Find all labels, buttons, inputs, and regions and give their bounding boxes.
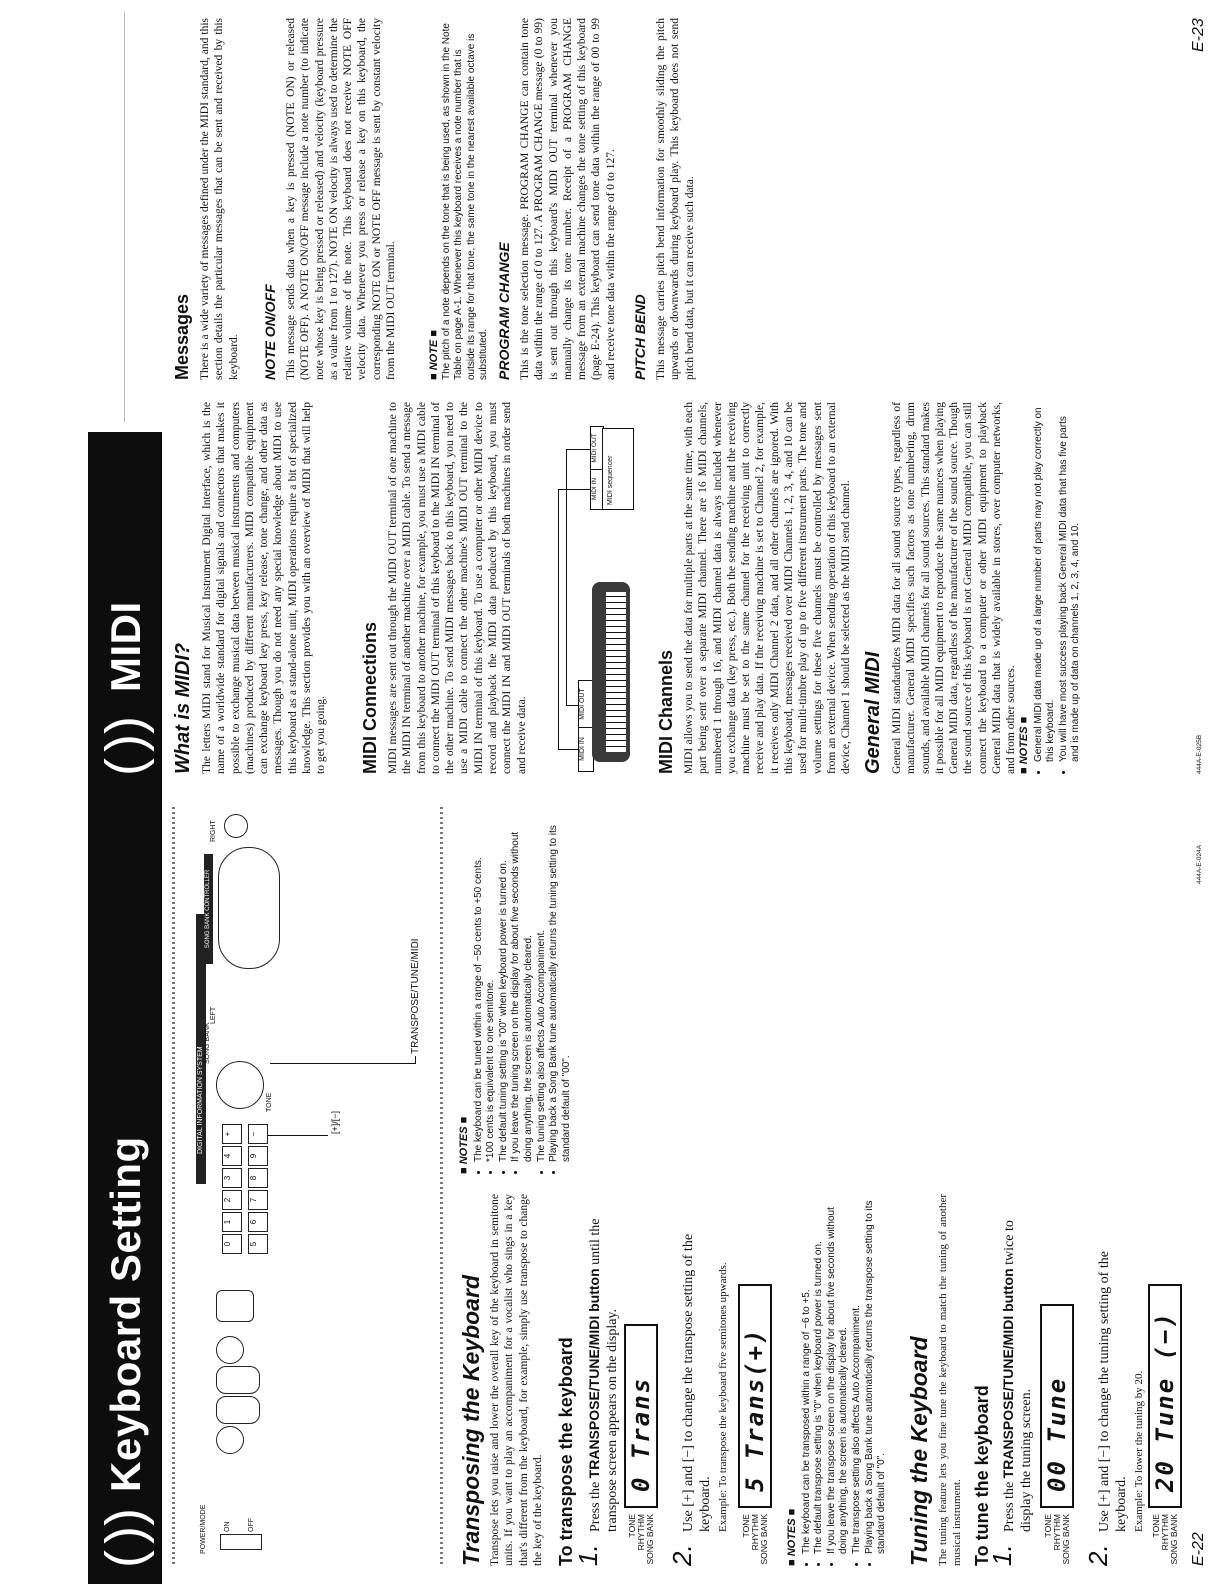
transpose-notes [786,1194,889,1566]
messages-text: There is a wide variety of messages defined under the MIDI standard, and this section details the particular messages that can be sent and received by this keyboard. [199,18,240,380]
dial-icon [224,814,248,838]
callout-plus-minus: [+]/[−] [330,1110,340,1134]
power-off-label: OFF [248,1518,255,1532]
pitch-bend-title: PITCH BEND [632,294,648,380]
lcd-transpose-5: 5 Trans(+) [738,1284,772,1508]
lcd-tune-00: 00 Tune [1040,1304,1074,1508]
midi-sequencer-box: MIDI sequencer [602,428,634,510]
cursor-pad-icon [216,1061,264,1109]
general-midi-text: General MIDI standardizes MIDI data for all sound source types, regardless of manufacturer. General MIDI specifies such factors as tone numbering, drum sounds, and available MIDI channels for all sound sources. This standard makes it possible for all MIDI equipment to reproduce the same nuances when playing General MIDI data, regardless of the manufacturer of the sound source. Though the sound source of this keyboard is not General MIDI compatible, you can still connect the keyboard to a computer or other MIDI equipment to playback General MIDI data that is widely available in stores, over computer networks, and from other sources. [891,402,1018,774]
number-button-2: 2 [222,1190,242,1210]
number-button-6: 6 [248,1212,268,1232]
doc-code-left: 444A-E-024A [1196,844,1203,884]
midi-channels-text: MIDI allows you to send the data for multiple parts at the same time, with each part being sent over a separate MIDI channel. There are 16 MIDI channels, numbered 1 through 16, and MIDI channel data is always included whenever you exchange data (key press, etc.). Both the sending machine and the receiving machine must be set to the same channel for the receiving unit to correctly receive and play data. If the receiving machine is set to Channel 2, for example, it receives only MIDI Channel 2 data, and all other channels are ignored. With this keyboard, messages received over MIDI Channels 1, 2, 3, 4, and 10 can be used for multi-timbre play of up to five different instrument parts. The tone and volume settings for these five channels must be controlled by messages sent from an external device. When sending operation of this keyboard to an external device, Channel 1 should be selected as the MIDI send channel. [683,402,853,774]
notes-heading: ■ NOTES ■ [786,1508,798,1566]
tune-button-ref: TRANSPOSE/TUNE/MIDI button [1000,1268,1016,1479]
midi-header-title: MIDI [102,601,149,692]
what-is-midi-title: What is MIDI? [172,642,194,774]
midi-out-label: MIDI OUT [578,680,594,728]
transposing-intro: Transpose lets you raise and lower the overall key of the keyboard in semitone units. If you want to play an accompaniment for a vocalist who sings in a key that's different from the keyboard, for example, simply use transpose to change the key of the keyboard. [489,1194,544,1566]
tuning-intro: The tuning feature lets you fine tune the keyboard to match the tuning of another musical instrument. [937,1194,964,1566]
transport-controls [218,847,280,969]
lcd-tune-20: 20 Tune (−) [1148,1284,1182,1508]
note-on-off-text: This message sends data when a key is pressed (NOTE ON) or released (NOTE OFF). A NOTE ON/OFF message include a note number (to indicate note whose key is being pressed or released) and velocity (keyboard pressure as a value from 1 to 127). NOTE ON velocity is always used to determine the relative volume of the note. This keyboard does not receive NOTE OFF velocity data. Whenever you press or release a key on this keyboard, the corresponding NOTE ON or NOTE OFF message is sent by constant velocity from the MIDI OUT terminal. [285,18,398,380]
number-button-9: 9 [248,1146,268,1166]
notes-heading: ■ NOTES ■ [1018,716,1030,774]
callout-transpose-tune-midi: TRANSPOSE/TUNE/MIDI [410,938,421,1054]
midi-channels-title: MIDI Channels [656,649,676,774]
doc-code-right: 444A-E-025B [1196,734,1203,774]
notes-heading: ■ NOTES ■ [458,1116,470,1174]
dial-icon [216,1336,244,1364]
note-item: • Playing back a Song Bank tune automatically returns the transpose setting to its standard default of "0". [864,1194,889,1554]
header-band-keyboard-setting: ( )) Keyboard Setting [88,792,162,1584]
note-heading: ■ NOTE ■ [428,330,440,380]
dial-icon [216,1426,244,1454]
midi-connections-text: MIDI messages are sent out through the MIDI OUT terminal of one machine to the MIDI IN terminal of another machine over a MIDI cable. To send a message from this keyboard to another machine, for example, you must use a MIDI cable to connect the MIDI OUT terminal of this keyboard to the MIDI IN terminal of the other machine. To send MIDI messages back to this keyboard, you need to use a MIDI cable to connect the other machine's MIDI OUT terminal to the MIDI IN terminal of this keyboard. To use a computer or other MIDI device to record and playback the MIDI data produced by this keyboard, you must connect the MIDI IN and MIDI OUT terminals of both machines in order send and receive data. [387,402,528,774]
page-title: Keyboard Setting [102,1136,149,1492]
power-on-label: ON [224,1521,231,1532]
button-pill-icon [216,1366,260,1394]
tone-label: TONE [266,1092,273,1112]
button-pill-icon [216,1396,260,1424]
general-midi-notes [1018,402,1083,774]
lcd-transpose-0: 0 Trans [624,1324,658,1508]
midi-connection-figure [548,402,638,772]
note-item: • If you leave the transpose screen on the display for about five seconds without doing anything, the screen is automatically cleared. [826,1194,851,1554]
transposing-title: Transposing the Keyboard [458,1275,484,1566]
left-page [0,792,1224,1584]
lcd-mode-label: TONE RHYTHM SONG BANK [627,1514,655,1565]
midi-in-label: MIDI IN [578,726,594,772]
header-band-midi: ( )) MIDI [88,432,162,792]
note-item: • Playing back a Song Bank tune automatically returns the tuning setting to its standard default of "00". [548,814,573,1162]
note-item: • General MIDI data made up of a large number of parts may not play correctly on this keyboard. [1033,402,1058,762]
note-item: • The transpose setting also affects Auto Accompaniment. [851,1194,864,1554]
lcd-mode-label: TONE RHYTHM SONG BANK [1043,1514,1071,1565]
power-switch [220,1534,262,1550]
number-button-8: 8 [248,1168,268,1188]
note-item: • The keyboard can be transposed within a range of −6 to +5. [801,1194,814,1554]
song-bank-controller-bar: SONG BANK CONTROLLER [204,854,213,964]
note-on-off-title: NOTE ON/OFF [262,284,278,380]
midi-connections-title: MIDI Connections [360,622,380,774]
number-button-5: 5 [248,1234,268,1254]
general-midi-title: General MIDI [862,651,884,774]
minus-button: − [248,1124,268,1144]
program-change-text: This is the tone selection message. PROGRAM CHANGE can contain tone data within the range of 0 to 127. A PROGRAM CHANGE message (0 to 99) is sent out through this keyboard's MIDI OUT terminal whenever you manually change its tone number. Receipt of a PROGRAM CHANGE message from an external machine changes the tone setting of this keyboard (page E-24). This keyboard can send tone data within the range of 00 to 99 and receive tone data within the range of 0 to 127. [519,18,617,380]
transpose-step-2: 2. Use [+] and [−] to change the transpose setting of the keyboard. Example: To transpose the keyboard five semitones upwards. [667,1233,729,1566]
note-item: • *100 cents is equivalent to one semitone. [485,814,498,1162]
lcd-mode-label: TONE RHYTHM SONG BANK [1151,1514,1179,1565]
note-on-off-note: ■ NOTE ■ The pitch of a note depends on the tone that is being used, as shown in the Note Table on page A-1. Whenever this keyboard receives a note number that is outside its range for that tone, the same tone in the nearest available octave is substituted. [428,18,491,380]
number-button-1: 1 [222,1212,242,1232]
note-item: • If you leave the tuning screen on the display for about five seconds without doing anything, the screen is automatically cleared. [510,814,535,1162]
sequencer-midi-out-label: MIDI OUT [590,426,604,470]
sequencer-midi-in-label: MIDI IN [590,468,604,510]
number-button-0: 0 [222,1234,242,1254]
left-label: LEFT [210,1006,217,1024]
tuning-title: Tuning the Keyboard [906,1336,932,1566]
tune-step-2: 2. Use [+] and [−] to change the tuning setting of the keyboard. Example: To lower the tuning by 20. [1083,1251,1145,1566]
song-bank-label: SONG BANK [204,1022,211,1064]
tune-step-1: 1. Press the TRANSPOSE/TUNE/MIDI button twice to display the tuning screen. [987,1220,1034,1566]
lcd-mode-label: TONE RHYTHM SONG BANK [741,1514,769,1565]
note-item: • The default tuning setting is "00" when keyboard power is turned on. [498,814,511,1162]
page-number-right: E-23 [1190,18,1207,52]
pitch-bend-text: This message carries pitch bend information for smoothly sliding the pitch upwards or downwards during keyboard play. This keyboard does not send pitch bend data, but it can receive such data. [655,18,696,380]
power-mode-label: POWER/MODE [200,1504,207,1554]
plus-button: + [222,1124,242,1144]
control-panel-diagram [170,804,450,1564]
keyboard-icon [592,582,630,762]
note-item: • The default transpose setting is "0" when keyboard power is turned on. [813,1194,826,1554]
messages-title: Messages [172,293,192,380]
button-pill-icon [216,1290,254,1322]
transpose-subtitle: To transpose the keyboard [556,1337,576,1566]
tune-subtitle: To tune the keyboard [972,1385,992,1566]
number-button-4: 4 [222,1146,242,1166]
program-change-title: PROGRAM CHANGE [496,242,512,380]
note-item: • The tuning setting also affects Auto Accompaniment. [536,814,549,1162]
transpose-step-1: 1. Press the TRANSPOSE/TUNE/MIDI button until the transpose screen appears on the display. [573,1218,620,1566]
transpose-button-ref: TRANSPOSE/TUNE/MIDI button [586,1268,602,1479]
note-item: • You will have most success playing back General MIDI data that has five parts and is made up of data on channels 1, 2, 3, 4, and 10. [1058,402,1083,762]
number-button-7: 7 [248,1190,268,1210]
page-number-left: E-22 [1190,1532,1207,1566]
info-bar: DIGITAL INFORMATION SYSTEM [196,914,206,1184]
right-label: RIGHT [210,820,217,842]
what-is-midi-text: The letters MIDI stand for Musical Instrument Digital Interface, which is the name of a worldwide standard for digital signals and connectors that makes it possible to exchange musical data between musical instruments and computers (machines) produced by different manufacturers. MIDI compatible equipment can exchange keyboard key press, key release, tone change, and other data as messages. Though you do not need any special knowledge about MIDI to use this keyboard as a stand-alone unit, MIDI operations require a bit of specialized knowledge. This section provides you with an overview of MIDI that will help to get you going. [201,402,328,774]
note-item: • The keyboard can be tuned within a range of −50 cents to +50 cents. [473,814,486,1162]
number-button-3: 3 [222,1168,242,1188]
tuning-notes [458,814,573,1174]
